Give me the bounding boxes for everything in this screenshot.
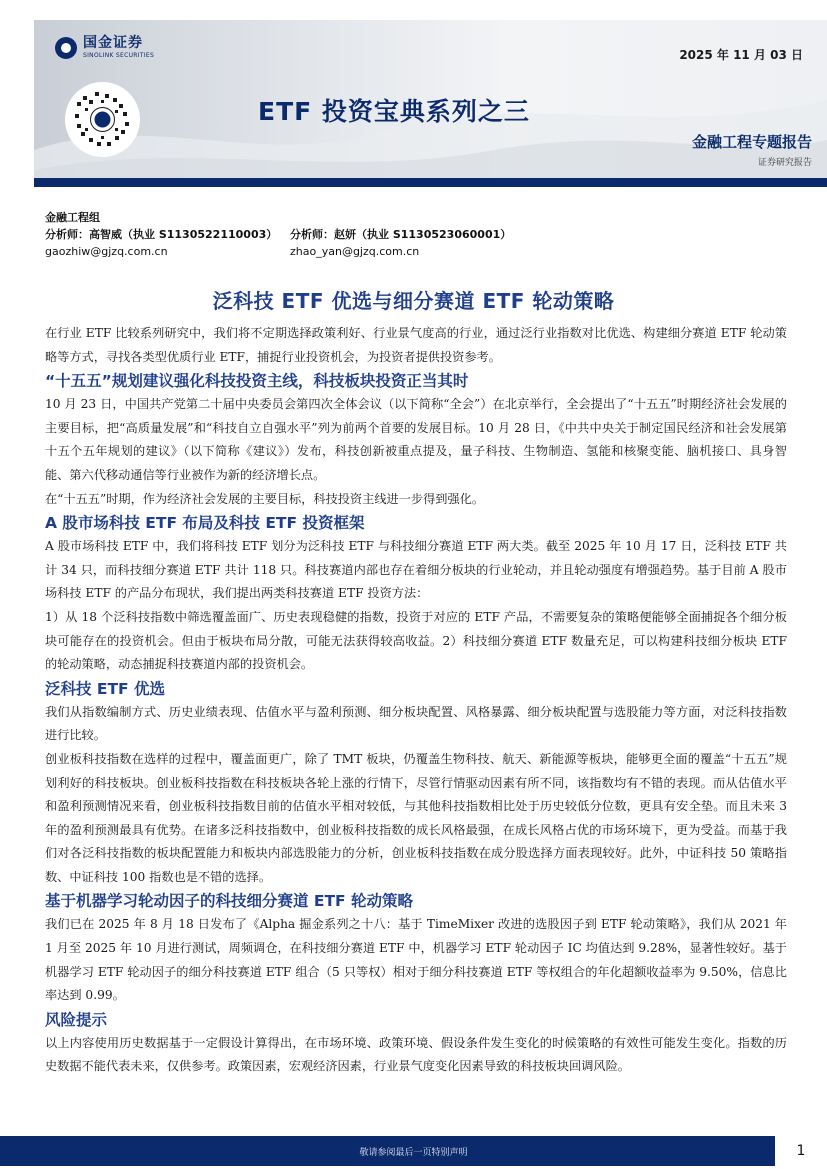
analyst-1: 分析师：高智威（执业 S1130522110003） [45, 228, 278, 241]
report-date: 2025 年 11 月 03 日 [679, 48, 803, 62]
analyst-2-email[interactable]: zhao_yan@gjzq.com.cn [290, 245, 420, 258]
section-heading: “十五五”规划建议强化科技投资主线，科技板块投资正当其时 [45, 372, 469, 391]
analyst-2: 分析师：赵妍（执业 S1130523060001） [290, 228, 512, 241]
section-heading: 风险提示 [45, 1010, 108, 1029]
section-heading: 基于机器学习轮动因子的科技细分赛道 ETF 轮动策略 [45, 892, 414, 911]
report-subtitle: 证券研究报告 [757, 158, 812, 168]
section-heading: A 股市场科技 ETF 布局及科技 ETF 投资框架 [45, 514, 365, 533]
body-paragraph: 在“十五五”时期，作为经济社会发展的主要目标，科技投资主线进一步得到强化。 [45, 491, 485, 506]
analyst-info [45, 209, 511, 260]
brand-name-cn: 国金证券 [83, 35, 143, 51]
body-paragraph: 我们已在 2025 年 8 月 18 日发布了《Alpha 掘金系列之十八：基于 TimeMixer 改进的选股因子到 ETF 轮动策略》，我们从 2021 年 1 月至 2025 年 10 月进行测试，周频调仓，在科技细分赛道 ETF 中，机器学习 ETF 轮动因子 IC 均值达到 9.28%，显著性较好。基于机器学习 ETF 轮动因子的细分科技赛道 ETF 组合（5 只等权）相对于细分科技赛道 ETF 等权组合的年化超额收益率为 9.50%，信息比率达到 0.99。 [45, 917, 787, 1003]
page-number: 1 [775, 1136, 827, 1166]
section-heading: 泛科技 ETF 优选 [45, 679, 166, 698]
body-paragraph: A 股市场科技 ETF 中，我们将科技 ETF 划分为泛科技 ETF 与科技细分赛道 ETF 两大类。截至 2025 年 10 月 17 日，泛科技 ETF 共计 34 只，而科技细分赛道 ETF 共计 118 只。科技赛道内部也存在着细分板块的行业轮动，并且轮动强度有增强趋势。基于目前 A 股市场科技 ETF 的产品分布现状，我们提出两类科技赛道 ETF 投资方法： [45, 539, 787, 601]
body-paragraph: 1）从 18 个泛科技指数中筛选覆盖面广、历史表现稳健的指数，投资于对应的 ETF 产品，不需要复杂的策略便能够全面捕捉各个细分板块可能存在的投资机会。但由于板块布局分散，可能无法获得较高收益。2）科技细分赛道 ETF 数量充足，可以构建科技细分板块 ETF 的轮动策略，动态捕捉科技赛道内部的投资机会。 [45, 609, 787, 672]
brand-name-en: SINOLINK SECURITIES [83, 52, 155, 59]
logo-mark-icon [55, 37, 77, 59]
analyst-1-email[interactable]: gaozhiw@gjzq.com.cn [45, 245, 168, 258]
series-title: ETF 投资宝典系列之三 [258, 97, 530, 126]
banner-bottom-bar [34, 178, 827, 187]
report-title: 泛科技 ETF 优选与细分赛道 ETF 轮动策略 [212, 289, 615, 313]
report-type: 金融工程专题报告 [691, 133, 812, 151]
footer-disclaimer-link[interactable]: 敬请参阅最后一页特别声明 [359, 1148, 468, 1158]
sinolink-logo [55, 36, 154, 59]
body-paragraph: 10 月 23 日，中国共产党第二十届中央委员会第四次全体会议（以下简称“全会”）在北京举行，全会提出了“十五五”时期经济社会发展的主要目标，把“高质量发展”和“科技自立自强水平”列为前两个首要的发展目标。10 月 28 日，《中共中央关于制定国民经济和社会发展第十五个五年规划的建议》（以下简称《建议》）发布，科技创新被重点提及，量子科技、生物制造、氢能和核聚变能、脑机接口、具身智能、第六代移动通信等行业被作为新的经济增长点。 [45, 397, 787, 482]
body-paragraph: 以上内容使用历史数据基于一定假设计算得出，在市场环境、政策环境、假设条件发生变化的时候策略的有效性可能发生变化。指数的历史数据不能代表未来，仅供参考。政策因素，宏观经济因素，行业景气度变化因素导致的科技板块回调风险。 [45, 1035, 787, 1074]
body-paragraph: 创业板科技指数在选样的过程中，覆盖面更广，除了 TMT 板块，仍覆盖生物科技、航天、新能源等板块，能够更全面的覆盖“十五五”规划利好的科技板块。创业板科技指数在科技板块各轮上涨的行情下，尽管行情驱动因素有所不同，该指数均有不错的表现。而从估值水平和盈利预测情况来看，创业板科技指数目前的估值水平相对较低，与其他科技指数相比处于历史较低分位数，更具有安全垫。而且未来 3 年的盈利预测最具有优势。在诸多泛科技指数中，创业板科技指数的成长风格最强，在成长风格占优的市场环境下，更为受益。而基于我们对各泛科技指数的板块配置能力和板块内部选股能力的分析，创业板科技指数在成分股选择方面表现较好。此外，中证科技 50 策略指数、中证科技 100 指数也是不错的选择。 [45, 751, 787, 884]
team-name: 金融工程组 [45, 211, 100, 224]
body-paragraph: 我们从指数编制方式、历史业绩表现、估值水平与盈利预测、细分板块配置、风格暴露、细分板块配置与选股能力等方面，对泛科技指数进行比较。 [45, 704, 787, 743]
intro-paragraph: 在行业 ETF 比较系列研究中，我们将不定期选择政策利好、行业景气度高的行业，通过泛行业指数对比优选、构建细分赛道 ETF 轮动策略等方式，寻找各类型优质行业 ETF，捕捉行业投资机会，为投资者提供投资参考。 [45, 326, 787, 364]
report-body [45, 322, 787, 1079]
wechat-qr-code-icon [65, 82, 140, 157]
